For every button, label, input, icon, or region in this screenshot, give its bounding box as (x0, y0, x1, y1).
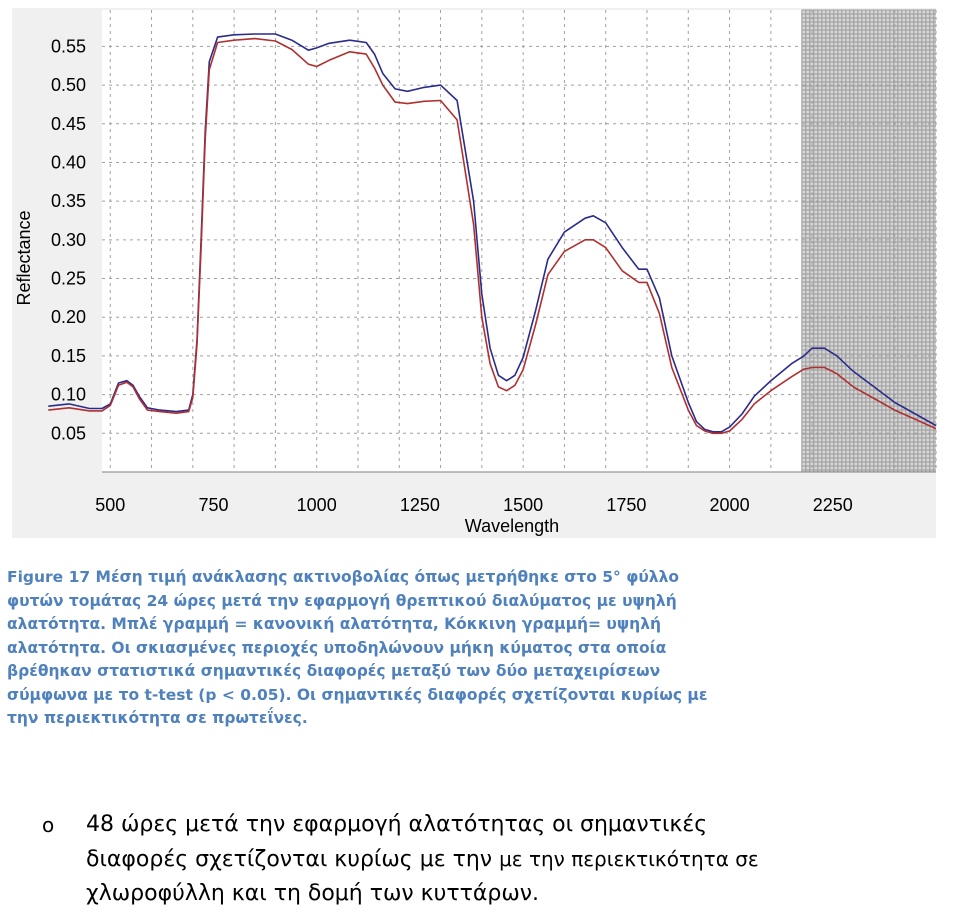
bullet-line: 48 ώρες μετά την εφαρμογή αλατότητας οι σημαντικές (86, 812, 708, 837)
x-tick-label: 2000 (709, 495, 750, 515)
y-tick-label: 0.25 (50, 268, 86, 289)
y-axis-title: Reflectance (14, 210, 34, 306)
caption-line: σύμφωνα με το t-test (p < 0.05). Οι σημαντικές διαφορές σχετίζονται κυρίως με (7, 685, 708, 704)
bullet-line (86, 842, 946, 877)
figure-caption (7, 566, 959, 731)
caption-line: αλατότητα. Μπλέ γραμμή = κανονική αλατότητα, Κόκκινη γραμμή= υψηλή (7, 615, 662, 633)
x-tick-label: 1750 (606, 495, 647, 515)
y-tick-label: 0.30 (50, 229, 86, 250)
bullet-marker: o (42, 813, 55, 837)
bullet-text (86, 808, 946, 911)
x-tick-label: 500 (95, 495, 126, 515)
y-tick-label: 0.10 (50, 384, 86, 405)
bullet-line: χλωροφύλλη και τη δομή των κυττάρων. (86, 881, 540, 906)
y-tick-label: 0.45 (50, 113, 86, 134)
y-tick-label: 0.50 (50, 75, 86, 96)
x-tick-label: 2250 (812, 495, 853, 515)
x-tick-label: 750 (198, 495, 229, 515)
y-tick-label: 0.40 (50, 152, 86, 173)
caption-line: Figure 17 Μέση τιμή ανάκλασης ακτινοβολίας όπως μετρήθηκε στο 5° φύλλο (7, 568, 680, 586)
x-tick-label: 1000 (296, 495, 337, 515)
caption-line: αλατότητα. Οι σκιασμένες περιοχές υποδηλώνουν μήκη κύματος στα οποία (7, 638, 667, 657)
y-tick-label: 0.05 (50, 423, 86, 444)
bullet-line-part: με την περιεκτικότητα σε (499, 847, 759, 871)
shaded-region-layer (802, 10, 936, 472)
bullet-line-part: διαφορές σχετίζονται κυρίως με την (86, 847, 500, 872)
caption-line: την περιεκτικότητα σε πρωτεΐνες. (7, 709, 308, 727)
caption-line: βρέθηκαν στατιστικά σημαντικές διαφορές μεταξύ των δύο μεταχειρίσεων (7, 662, 661, 680)
x-tick-label: 1500 (503, 495, 544, 515)
y-tick-label: 0.55 (50, 36, 86, 57)
x-axis-title: Wavelength (464, 516, 560, 536)
y-tick-label: 0.20 (50, 307, 86, 328)
y-tick-label: 0.35 (50, 191, 86, 212)
y-tick-label: 0.15 (50, 345, 86, 366)
caption-line: φυτών τομάτας 24 ώρες μετά την εφαρμογή θρεπτικού διαλύματος με υψηλή (7, 591, 677, 610)
x-tick-label: 1250 (399, 495, 440, 515)
